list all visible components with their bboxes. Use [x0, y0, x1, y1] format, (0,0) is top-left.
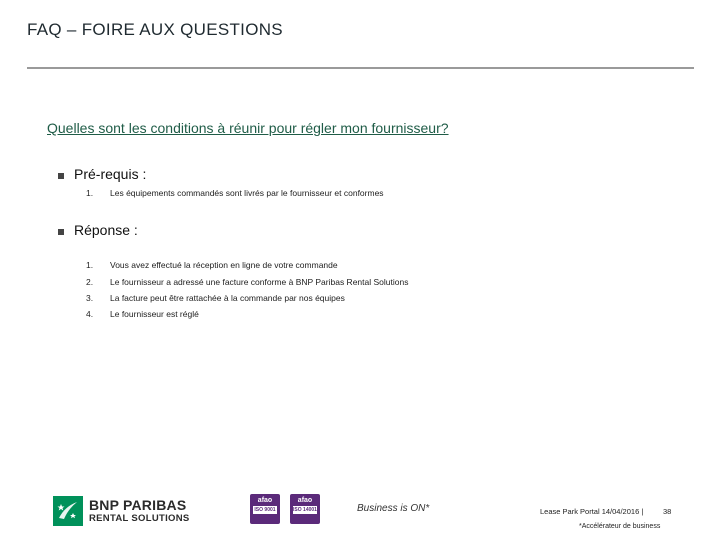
bnp-paribas-logo [53, 496, 190, 526]
item-text: Le fournisseur est réglé [110, 309, 199, 319]
badge-brand: afao [257, 497, 273, 504]
answer-item [86, 293, 345, 303]
answer-item [86, 260, 338, 270]
title-divider [27, 67, 694, 69]
item-number: 4. [86, 309, 94, 319]
item-text: La facture peut être rattachée à la commande par nos équipes [110, 293, 345, 303]
footnote: *Accélérateur de business [579, 523, 661, 530]
iso-14001-badge [290, 494, 320, 524]
page-title: FAQ – FOIRE AUX QUESTIONS [27, 20, 283, 39]
badge-standard: ISO 14001 [293, 507, 317, 513]
item-number: 2. [86, 277, 94, 287]
answer-label: Réponse : [74, 222, 138, 238]
badge-brand: afao [297, 497, 313, 504]
item-text: Les équipements commandés sont livrés par le fournisseur et conformes [110, 188, 384, 198]
footer-info: Lease Park Portal 14/04/2016 | [540, 507, 644, 516]
item-number: 3. [86, 293, 94, 303]
page-number: 38 [663, 507, 672, 516]
answer-item [86, 277, 408, 287]
logo-line-1: BNP PARIBAS [89, 497, 187, 514]
bullet-prerequisites [58, 173, 64, 179]
iso-9001-badge [250, 494, 280, 524]
item-text: Le fournisseur a adressé une facture conforme à BNP Paribas Rental Solutions [110, 277, 409, 287]
item-number: 1. [86, 260, 94, 270]
answer-item [86, 309, 199, 319]
item-text: Vous avez effectué la réception en ligne de votre commande [110, 260, 338, 270]
logo-line-2: RENTAL SOLUTIONS [89, 513, 190, 525]
tagline: Business is ON* [357, 503, 430, 514]
badge-standard: ISO 9001 [254, 507, 276, 513]
bullet-answer [58, 229, 64, 235]
prerequisite-item [86, 188, 384, 198]
faq-question: Quelles sont les conditions à réunir pour régler mon fournisseur? [47, 120, 449, 136]
item-number: 1. [86, 188, 94, 198]
bnp-stars-icon [53, 496, 83, 526]
prerequisites-label: Pré-requis : [74, 166, 147, 182]
